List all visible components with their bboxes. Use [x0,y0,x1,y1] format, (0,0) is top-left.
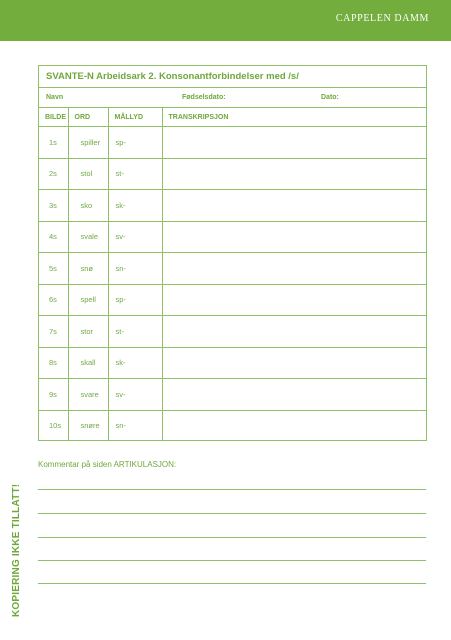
cell-bilde: 2s [39,158,68,190]
cell-mallyd: sn- [108,253,162,285]
copyright-notice: KOPIERING IKKE TILLATT! [11,483,22,617]
table-row [39,221,426,253]
table-row [39,284,426,316]
cell-transkripsjon[interactable] [162,127,426,159]
cell-transkripsjon[interactable] [162,410,426,441]
brand-logo: CAPPELEN DAMM [335,13,429,24]
cell-mallyd: st- [108,316,162,348]
title-row [39,66,426,88]
comment-line[interactable] [38,583,426,584]
table-header-row [39,108,426,127]
info-row [39,88,426,108]
header-bar [0,0,451,41]
cell-mallyd: sv- [108,221,162,253]
birthdate-label: Fødselsdato: [182,94,226,101]
cell-bilde: 6s [39,284,68,316]
name-label: Navn [46,94,64,101]
cell-mallyd: sn- [108,410,162,441]
column-header-ord: ORD [68,108,108,127]
comment-line[interactable] [38,513,426,514]
cell-ord: spell [68,284,108,316]
cell-transkripsjon[interactable] [162,284,426,316]
comment-line[interactable] [38,489,426,490]
cell-mallyd: sp- [108,127,162,159]
cell-ord: snøre [68,410,108,441]
column-header-mallyd: MÅLLYD [108,108,162,127]
cell-mallyd: sk- [108,190,162,222]
cell-ord: sko [68,190,108,222]
cell-mallyd: sp- [108,284,162,316]
worksheet-title: SVANTE-N Arbeidsark 2. Konsonantforbindelser med /s/ [46,71,299,82]
cell-ord: spiller [68,127,108,159]
cell-transkripsjon[interactable] [162,316,426,348]
cell-ord: snø [68,253,108,285]
cell-bilde: 1s [39,127,68,159]
date-label: Dato: [321,94,339,101]
cell-transkripsjon[interactable] [162,158,426,190]
cell-transkripsjon[interactable] [162,221,426,253]
cell-bilde: 9s [39,379,68,411]
comment-line[interactable] [38,537,426,538]
word-table [39,108,426,441]
cell-bilde: 5s [39,253,68,285]
comment-line[interactable] [38,560,426,561]
cell-ord: svale [68,221,108,253]
column-header-transkripsjon: TRANSKRIPSJON [162,108,426,127]
cell-mallyd: sv- [108,379,162,411]
cell-ord: skall [68,347,108,379]
table-row [39,379,426,411]
cell-mallyd: st- [108,158,162,190]
cell-transkripsjon[interactable] [162,253,426,285]
table-row [39,190,426,222]
comment-label: Kommentar på siden ARTIKULASJON: [38,460,177,469]
cell-bilde: 4s [39,221,68,253]
cell-transkripsjon[interactable] [162,347,426,379]
cell-bilde: 10s [39,410,68,441]
cell-mallyd: sk- [108,347,162,379]
column-header-bilde: BILDE [39,108,68,127]
cell-bilde: 7s [39,316,68,348]
table-body [39,127,426,442]
cell-ord: svare [68,379,108,411]
cell-ord: stol [68,158,108,190]
cell-bilde: 8s [39,347,68,379]
table-row [39,316,426,348]
table-row [39,158,426,190]
cell-transkripsjon[interactable] [162,379,426,411]
cell-ord: stor [68,316,108,348]
table-row [39,253,426,285]
cell-bilde: 3s [39,190,68,222]
cell-transkripsjon[interactable] [162,190,426,222]
worksheet [38,65,427,441]
table-row [39,347,426,379]
table-row [39,127,426,159]
table-row [39,410,426,441]
